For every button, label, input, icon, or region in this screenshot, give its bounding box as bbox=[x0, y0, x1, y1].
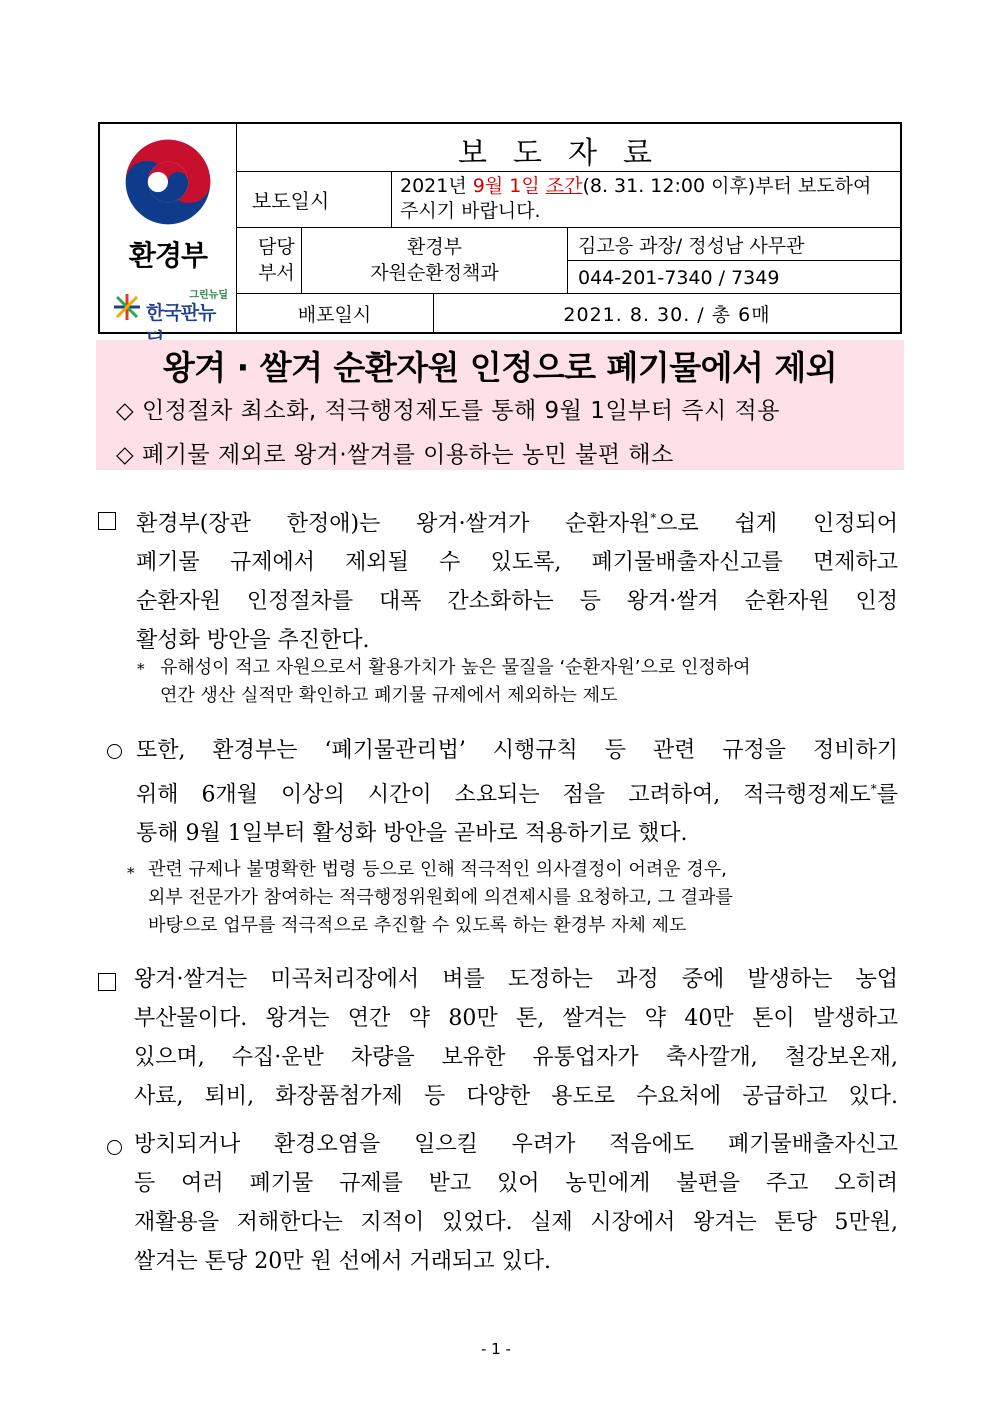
korean-new-deal-label: 한국판뉴 bbox=[146, 302, 216, 324]
p4-line1: 방치되거나 환경오염을 일으킬 우려가 적음에도 폐기물배출자신고 bbox=[134, 1132, 898, 1157]
paragraph-3 bbox=[134, 960, 898, 1116]
dept-label bbox=[236, 228, 302, 293]
date-highlight: 9월 1일 bbox=[472, 175, 540, 197]
p1-line3: 순환자원 인정절차를 대폭 간소화하는 등 왕겨·쌀겨 순환자원 인정 bbox=[136, 589, 898, 615]
dept-label-line2: 부서 bbox=[258, 262, 295, 284]
p1-line2: 폐기물 규제에서 제외될 수 있도록, 폐기물배출자신고를 면제하고 bbox=[136, 550, 898, 576]
paragraph-4 bbox=[134, 1125, 898, 1281]
taegeuk-logo-icon bbox=[122, 136, 214, 228]
p3-line2: 부산물이다. 왕겨는 연간 약 80만 톤, 쌀겨는 약 40만 톤이 발생하고 bbox=[134, 1006, 898, 1031]
logo-cell bbox=[100, 124, 237, 332]
headline-box bbox=[96, 340, 904, 470]
date-prefix: 2021년 bbox=[400, 175, 473, 197]
note1-star: * bbox=[137, 660, 145, 678]
note2-line3: 바탕으로 업무를 적극적으로 추진할 수 있도록 하는 환경부 자체 제도 bbox=[148, 915, 687, 936]
distribution-row bbox=[236, 294, 900, 332]
note2-line1: 관련 규제나 불명확한 법령 등으로 인해 적극적인 의사결정이 어려운 경우, bbox=[148, 859, 727, 880]
header-table bbox=[98, 122, 902, 334]
p4-line3: 재활용을 저해한다는 지적이 있었다. 실제 시장에서 왕겨는 톤당 5만원, bbox=[134, 1210, 898, 1235]
contact-phone: 044-201-7340 / 7349 bbox=[578, 267, 780, 289]
paragraph-2 bbox=[136, 731, 898, 853]
p2-line3: 통해 9월 1일부터 활성화 방안을 곧바로 적용하기로 했다. bbox=[136, 821, 688, 847]
circle-bullet-icon bbox=[107, 1140, 122, 1155]
contact-box bbox=[568, 228, 900, 293]
footnote-mark-2: * bbox=[870, 782, 877, 796]
dept-division: 자원순환정책과 bbox=[370, 262, 499, 284]
page-title: 보도자료 bbox=[458, 136, 678, 171]
p2-line2b: 를 bbox=[876, 782, 898, 808]
dist-value: 2021. 8. 30. / 총 6매 bbox=[563, 304, 771, 326]
headline-sub1: ◇ 인정절차 최소화, 적극행정제도를 통해 9월 1일부터 즉시 적용 bbox=[116, 398, 780, 424]
department-row bbox=[236, 228, 900, 294]
square-bullet-icon bbox=[98, 512, 116, 530]
date-rest: (8. 31. 12:00 이후)부터 보도하여 bbox=[582, 175, 872, 197]
dept-ministry: 환경부 bbox=[406, 236, 463, 258]
date-label: 보도일시 bbox=[236, 172, 392, 227]
ministry-name: 환경부 bbox=[128, 239, 208, 272]
title-row bbox=[236, 124, 900, 172]
p3-line1: 왕겨·쌀겨는 미곡처리장에서 벼를 도정하는 과정 중에 발생하는 농업 bbox=[134, 967, 898, 992]
headline-title: 왕겨 · 쌀겨 순환자원 인정으로 폐기물에서 제외 bbox=[162, 348, 838, 387]
note2-star: * bbox=[127, 864, 135, 882]
dist-label: 배포일시 bbox=[236, 294, 434, 332]
footnote-1 bbox=[160, 654, 751, 710]
new-deal-star-icon bbox=[112, 292, 142, 322]
note1-line1: 유해성이 적고 자원으로서 활용가치가 높은 물질을 ‘순환자원’으로 인정하여 bbox=[160, 657, 751, 678]
p2-line2a: 위해 6개월 이상의 시간이 소요되는 점을 고려하여, 적극행정제도 bbox=[136, 782, 871, 808]
p4-line2: 등 여러 폐기물 규제를 받고 있어 농민에게 불편을 주고 오히려 bbox=[134, 1171, 898, 1196]
paragraph-1 bbox=[136, 499, 898, 660]
headline-sub2: ◇ 폐기물 제외로 왕겨·쌀겨를 이용하는 농민 불편 해소 bbox=[116, 442, 674, 468]
date-line2: 주시기 바랍니다. bbox=[400, 200, 541, 222]
contact-names: 김고응 과장/ 정성남 사무관 bbox=[568, 228, 900, 261]
dept-value bbox=[302, 228, 568, 293]
circle-bullet-icon bbox=[107, 744, 122, 759]
green-new-deal-label: 그린뉴딜 bbox=[189, 290, 228, 301]
square-bullet-icon bbox=[98, 973, 116, 991]
note2-line2: 외부 전문가가 참여하는 적극행정위원회에 의견제시를 요청하고, 그 결과를 bbox=[148, 887, 733, 908]
p2-line1: 또한, 환경부는 ‘폐기물관리법’ 시행규칙 등 관련 규정을 정비하기 bbox=[136, 738, 898, 763]
footnote-mark: * bbox=[650, 511, 657, 525]
morning-edition: 조간 bbox=[545, 175, 583, 197]
p1-line1a: 환경부(장관 한정애)는 왕겨·쌀겨가 순환자원 bbox=[136, 511, 651, 537]
footnote-2 bbox=[148, 856, 733, 940]
dept-label-line1: 담당 bbox=[258, 236, 295, 258]
p1-line4: 활성화 방안을 추진한다. bbox=[136, 628, 370, 654]
p4-line4: 쌀겨는 톤당 20만 원 선에서 거래되고 있다. bbox=[134, 1249, 551, 1274]
p1-line1b: 으로 쉽게 인정되어 bbox=[656, 511, 898, 537]
date-row bbox=[236, 172, 900, 228]
page-number: - 1 - bbox=[481, 1340, 511, 1358]
note1-line2: 연간 생산 실적만 확인하고 폐기물 규제에서 제외하는 제도 bbox=[160, 685, 618, 706]
date-value bbox=[392, 172, 900, 227]
p3-line3: 있으며, 수집·운반 차량을 보유한 유통업자가 축사깔개, 철강보온재, bbox=[134, 1045, 898, 1070]
p3-line4: 사료, 퇴비, 화장품첨가제 등 다양한 용도로 수요처에 공급하고 있다. bbox=[134, 1084, 898, 1109]
korean-new-deal-logo bbox=[108, 284, 232, 324]
